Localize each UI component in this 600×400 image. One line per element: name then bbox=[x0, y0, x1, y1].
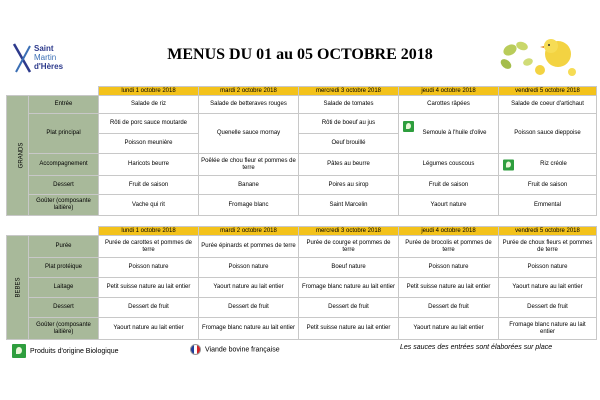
menu-cell: Fromage blanc bbox=[199, 195, 299, 216]
category-laitage: Laitage bbox=[29, 278, 99, 298]
day-header-jeudi: jeudi 4 octobre 2018 bbox=[399, 227, 499, 236]
menu-cell: Poisson nature bbox=[499, 258, 597, 278]
menu-cell: Dessert de fruit bbox=[299, 298, 399, 318]
bio-logo-icon bbox=[403, 121, 414, 132]
category-gouter: Goûter (composante laitière) bbox=[29, 318, 99, 340]
menu-cell: Salade de riz bbox=[99, 96, 199, 114]
menu-cell: Poisson nature bbox=[199, 258, 299, 278]
menu-cell: Dessert de fruit bbox=[199, 298, 299, 318]
bio-logo-icon bbox=[503, 159, 514, 170]
menu-cell: Banane bbox=[199, 176, 299, 195]
menu-cell: Fromage blanc nature au lait entier bbox=[499, 318, 597, 340]
saint-martin-logo-mark bbox=[12, 42, 32, 76]
menu-cell: Salade de tomates bbox=[299, 96, 399, 114]
menu-cell: Purée de courge et pommes de terre bbox=[299, 236, 399, 258]
category-plat-principal: Plat principal bbox=[29, 114, 99, 154]
section-label-grands: GRANDS bbox=[7, 96, 29, 216]
category-accompagnement: Accompagnement bbox=[29, 154, 99, 176]
menu-cell: Fromage blanc nature au lait entier bbox=[299, 278, 399, 298]
day-header-mercredi: mercredi 3 octobre 2018 bbox=[299, 227, 399, 236]
category-puree: Purée bbox=[29, 236, 99, 258]
menu-cell: Poisson meunière bbox=[99, 134, 199, 154]
grands-menu-table bbox=[6, 86, 597, 216]
menu-cell: Boeuf nature bbox=[299, 258, 399, 278]
menu-cell: Vache qui rit bbox=[99, 195, 199, 216]
logo bbox=[12, 38, 70, 82]
menu-cell: Légumes couscous bbox=[399, 154, 499, 176]
bio-logo-icon bbox=[12, 344, 26, 358]
menu-cell: Carottes râpées bbox=[399, 96, 499, 114]
french-flag-icon bbox=[190, 344, 201, 355]
menu-cell: Poisson nature bbox=[399, 258, 499, 278]
chick-leaves-illustration bbox=[488, 32, 584, 80]
menu-cell: Haricots beurre bbox=[99, 154, 199, 176]
menu-cell: Rôti de boeuf au jus bbox=[299, 114, 399, 134]
legend-viande-bovine-francaise: Viande bovine française bbox=[190, 344, 280, 355]
menu-cell: Purée de choux fleurs et pommes de terre bbox=[499, 236, 597, 258]
menu-cell: Poêlée de chou fleur et pommes de terre bbox=[199, 154, 299, 176]
page-title: MENUS DU 01 au 05 OCTOBRE 2018 bbox=[167, 46, 433, 63]
bebes-menu-table bbox=[6, 226, 597, 340]
menu-cell: Yaourt nature au lait entier bbox=[99, 318, 199, 340]
menu-cell: Yaourt nature bbox=[399, 195, 499, 216]
menu-cell: Semoule à l'huile d'olive bbox=[399, 114, 499, 154]
section-label-bebes: BEBES bbox=[7, 236, 29, 340]
menu-cell: Petit suisse nature au lait entier bbox=[299, 318, 399, 340]
menu-cell: Yaourt nature au lait entier bbox=[499, 278, 597, 298]
day-header-jeudi: jeudi 4 octobre 2018 bbox=[399, 87, 499, 96]
menu-cell: Purée de brocolis et pommes de terre bbox=[399, 236, 499, 258]
menu-cell: Yaourt nature au lait entier bbox=[399, 318, 499, 340]
menu-cell: Purée de carottes et pommes de terre bbox=[99, 236, 199, 258]
legend-bio: Produits d'origine Biologique bbox=[12, 344, 119, 358]
menu-cell: Salade de coeur d'artichaut bbox=[499, 96, 597, 114]
day-header-mardi: mardi 2 octobre 2018 bbox=[199, 227, 299, 236]
menu-cell: Dessert de fruit bbox=[399, 298, 499, 318]
logo-text: Saint Martin d'Hères bbox=[34, 44, 64, 71]
menu-cell: Fruit de saison bbox=[399, 176, 499, 195]
category-dessert: Dessert bbox=[29, 176, 99, 195]
menu-cell: Riz créole bbox=[499, 154, 597, 176]
menu-cell: Saint Marcelin bbox=[299, 195, 399, 216]
menu-cell: Rôti de porc sauce moutarde bbox=[99, 114, 199, 134]
legend-note: Les sauces des entrées sont élaborées sur place bbox=[400, 344, 553, 351]
menu-cell: Poires au sirop bbox=[299, 176, 399, 195]
menu-cell: Dessert de fruit bbox=[99, 298, 199, 318]
menu-cell: Salade de betteraves rouges bbox=[199, 96, 299, 114]
menu-cell: Fruit de saison bbox=[499, 176, 597, 195]
menu-cell: Oeuf brouillé bbox=[299, 134, 399, 154]
menu-cell: Emmental bbox=[499, 195, 597, 216]
menu-cell: Purée épinards et pommes de terre bbox=[199, 236, 299, 258]
day-header-lundi: lundi 1 octobre 2018 bbox=[99, 227, 199, 236]
category-gouter: Goûter (composante laitière) bbox=[29, 195, 99, 216]
day-header-lundi: lundi 1 octobre 2018 bbox=[99, 87, 199, 96]
menu-cell: Yaourt nature au lait entier bbox=[199, 278, 299, 298]
day-header-mercredi: mercredi 3 octobre 2018 bbox=[299, 87, 399, 96]
menu-cell: Poisson sauce dieppoise bbox=[499, 114, 597, 154]
menu-cell: Petit suisse nature au lait entier bbox=[99, 278, 199, 298]
menu-cell: Fromage blanc nature au lait entier bbox=[199, 318, 299, 340]
menu-cell: Petit suisse nature au lait entier bbox=[399, 278, 499, 298]
menu-cell: Quenelle sauce mornay bbox=[199, 114, 299, 154]
day-header-mardi: mardi 2 octobre 2018 bbox=[199, 87, 299, 96]
category-plat-proteique: Plat protéique bbox=[29, 258, 99, 278]
category-dessert: Dessert bbox=[29, 298, 99, 318]
day-header-vendredi: vendredi 5 octobre 2018 bbox=[499, 227, 597, 236]
day-header-vendredi: vendredi 5 octobre 2018 bbox=[499, 87, 597, 96]
menu-cell: Pâtes au beurre bbox=[299, 154, 399, 176]
menu-cell: Poisson nature bbox=[99, 258, 199, 278]
category-entree: Entrée bbox=[29, 96, 99, 114]
menu-cell: Fruit de saison bbox=[99, 176, 199, 195]
menu-cell: Dessert de fruit bbox=[499, 298, 597, 318]
